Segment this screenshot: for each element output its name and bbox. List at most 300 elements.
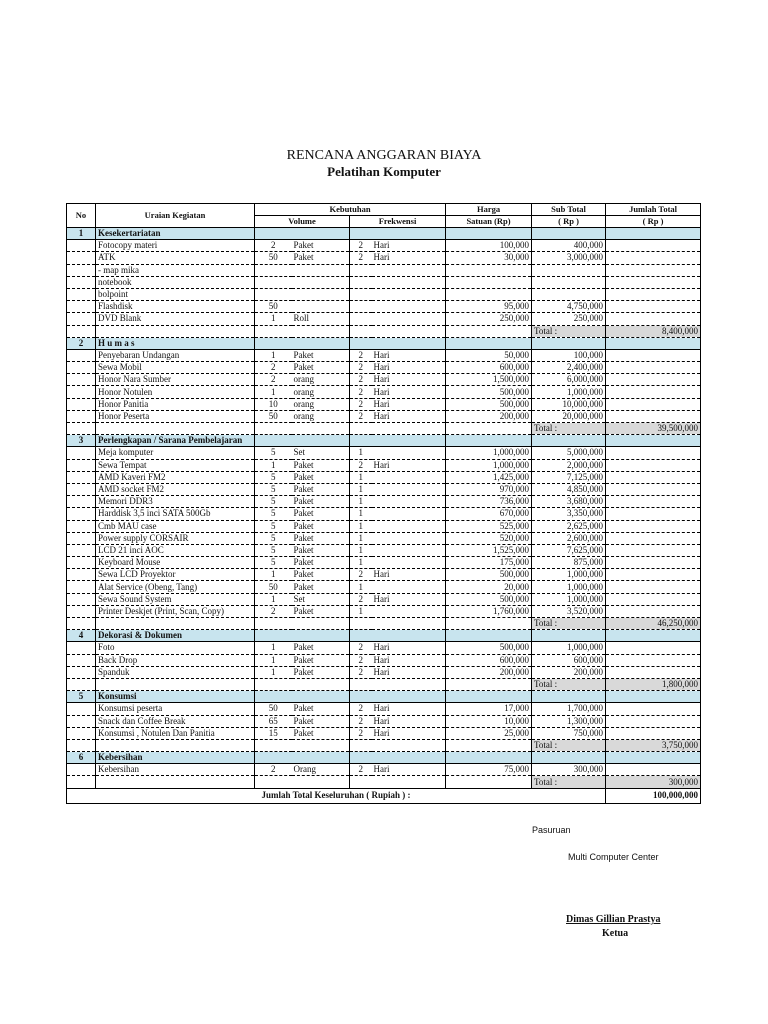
section-total-row — [67, 325, 701, 337]
item-volume — [255, 288, 292, 300]
item-volume: 5 — [255, 508, 292, 520]
item-jumlah — [606, 508, 701, 520]
table-row — [67, 569, 701, 581]
item-subtotal: 7,125,000 — [532, 471, 606, 483]
item-name: Konsumsi peserta — [96, 703, 255, 715]
table-row — [67, 520, 701, 532]
item-jumlah — [606, 569, 701, 581]
section-row — [67, 691, 701, 703]
frekwensi-unit-cell — [372, 337, 446, 349]
table-row — [67, 386, 701, 398]
item-volume: 1 — [255, 642, 292, 654]
item-frekwensi-unit — [372, 581, 446, 593]
item-volume-unit: Paket — [292, 654, 350, 666]
item-harga-satuan: 525,000 — [446, 520, 532, 532]
section-total-label: Total : — [532, 423, 606, 435]
item-name: Kebersihan — [96, 764, 255, 776]
volume-cell — [255, 752, 292, 764]
subtotal-cell — [532, 435, 606, 447]
item-jumlah — [606, 398, 701, 410]
section-row — [67, 337, 701, 349]
row-number — [67, 459, 96, 471]
item-volume: 50 — [255, 410, 292, 422]
jumlah-cell — [606, 337, 701, 349]
item-subtotal: 600,000 — [532, 654, 606, 666]
item-harga-satuan — [446, 618, 532, 630]
item-name: Meja komputer — [96, 447, 255, 459]
item-name: Konsumsi , Notulen Dan Panitia — [96, 727, 255, 739]
item-frekwensi-unit: Hari — [372, 349, 446, 361]
item-name: Printer Deskjet (Print, Scan, Copy) — [96, 605, 255, 617]
item-volume: 1 — [255, 593, 292, 605]
item-frekwensi-unit — [372, 471, 446, 483]
header-uraian: Uraian Kegiatan — [96, 204, 255, 228]
section-total-value: 39,500,000 — [606, 423, 701, 435]
item-jumlah — [606, 313, 701, 325]
item-frekwensi: 1 — [350, 520, 372, 532]
item-volume-unit — [292, 678, 350, 690]
item-jumlah — [606, 581, 701, 593]
table-row — [67, 264, 701, 276]
row-number — [67, 301, 96, 313]
item-jumlah — [606, 288, 701, 300]
item-volume-unit: orang — [292, 374, 350, 386]
item-frekwensi-unit: Hari — [372, 666, 446, 678]
item-frekwensi — [350, 776, 372, 788]
item-frekwensi-unit — [372, 276, 446, 288]
table-row — [67, 642, 701, 654]
grand-total-value: 100,000,000 — [606, 788, 701, 803]
item-volume: 1 — [255, 666, 292, 678]
item-frekwensi: 2 — [350, 252, 372, 264]
table-row — [67, 557, 701, 569]
header-harga-satuan: Satuan (Rp) — [446, 216, 532, 228]
table-row — [67, 483, 701, 495]
item-subtotal: 875,000 — [532, 557, 606, 569]
item-name: DVD Blank — [96, 313, 255, 325]
item-subtotal: 250,000 — [532, 313, 606, 325]
row-number — [67, 447, 96, 459]
item-subtotal: 2,400,000 — [532, 362, 606, 374]
item-name: LCD 21 inci AOC — [96, 544, 255, 556]
item-frekwensi — [350, 313, 372, 325]
volume-unit-cell — [292, 691, 350, 703]
signature-name: Dimas Gillian Prastya — [566, 914, 661, 925]
frekwensi-unit-cell — [372, 752, 446, 764]
item-frekwensi-unit — [372, 678, 446, 690]
item-jumlah — [606, 532, 701, 544]
item-frekwensi-unit — [372, 544, 446, 556]
section-title: Kebersihan — [96, 752, 255, 764]
item-subtotal: 3,350,000 — [532, 508, 606, 520]
item-name — [96, 678, 255, 690]
section-total-row — [67, 776, 701, 788]
item-frekwensi-unit — [372, 618, 446, 630]
item-volume: 5 — [255, 532, 292, 544]
item-frekwensi: 1 — [350, 447, 372, 459]
item-frekwensi-unit: Hari — [372, 764, 446, 776]
item-frekwensi-unit — [372, 496, 446, 508]
table-row — [67, 715, 701, 727]
item-name: Honor Peserta — [96, 410, 255, 422]
item-volume: 10 — [255, 398, 292, 410]
row-number — [67, 496, 96, 508]
item-harga-satuan — [446, 678, 532, 690]
item-subtotal: 400,000 — [532, 240, 606, 252]
section-row — [67, 752, 701, 764]
item-harga-satuan — [446, 423, 532, 435]
section-title: Perlengkapan / Sarana Pembelajaran — [96, 435, 255, 447]
item-harga-satuan: 175,000 — [446, 557, 532, 569]
row-number — [67, 544, 96, 556]
row-number — [67, 727, 96, 739]
item-harga-satuan: 520,000 — [446, 532, 532, 544]
item-frekwensi: 2 — [350, 593, 372, 605]
item-frekwensi-unit: Hari — [372, 374, 446, 386]
item-frekwensi-unit: Hari — [372, 727, 446, 739]
row-number — [67, 240, 96, 252]
volume-unit-cell — [292, 337, 350, 349]
item-volume-unit: Paket — [292, 483, 350, 495]
item-volume: 1 — [255, 569, 292, 581]
item-volume: 65 — [255, 715, 292, 727]
item-volume: 5 — [255, 557, 292, 569]
header-harga: Harga — [446, 204, 532, 216]
item-jumlah — [606, 459, 701, 471]
item-frekwensi-unit: Hari — [372, 569, 446, 581]
item-name: Alat Service (Obeng, Tang) — [96, 581, 255, 593]
jumlah-cell — [606, 691, 701, 703]
item-volume: 1 — [255, 313, 292, 325]
item-jumlah — [606, 496, 701, 508]
row-number — [67, 776, 96, 788]
item-name: Flashdisk — [96, 301, 255, 313]
item-name: AMD Kaveri FM2 — [96, 471, 255, 483]
table-row — [67, 252, 701, 264]
section-total-row — [67, 423, 701, 435]
item-frekwensi-unit — [372, 520, 446, 532]
volume-cell — [255, 435, 292, 447]
item-volume: 2 — [255, 240, 292, 252]
frekwensi-cell — [350, 752, 372, 764]
item-jumlah — [606, 605, 701, 617]
row-number — [67, 593, 96, 605]
row-number — [67, 410, 96, 422]
item-frekwensi-unit — [372, 447, 446, 459]
item-harga-satuan: 20,000 — [446, 581, 532, 593]
item-volume-unit: Paket — [292, 581, 350, 593]
subtotal-cell — [532, 337, 606, 349]
item-volume-unit: Paket — [292, 252, 350, 264]
row-number — [67, 739, 96, 751]
item-frekwensi: 2 — [350, 349, 372, 361]
row-number — [67, 703, 96, 715]
item-frekwensi-unit — [372, 288, 446, 300]
item-jumlah — [606, 301, 701, 313]
header-no: No — [67, 204, 96, 228]
item-volume-unit: orang — [292, 410, 350, 422]
item-frekwensi — [350, 678, 372, 690]
item-subtotal: 1,000,000 — [532, 569, 606, 581]
item-frekwensi: 2 — [350, 727, 372, 739]
section-title: Kesekertariatan — [96, 228, 255, 240]
section-total-label: Total : — [532, 739, 606, 751]
item-frekwensi: 2 — [350, 703, 372, 715]
row-number — [67, 654, 96, 666]
row-number — [67, 508, 96, 520]
document-title: RENCANA ANGGARAN BIAYA — [286, 148, 482, 163]
item-frekwensi: 2 — [350, 374, 372, 386]
row-number — [67, 362, 96, 374]
signature-place: Pasuruan — [532, 825, 571, 835]
item-volume-unit: Paket — [292, 532, 350, 544]
harga-cell — [446, 691, 532, 703]
item-harga-satuan: 95,000 — [446, 301, 532, 313]
section-number: 4 — [67, 630, 96, 642]
section-total-row — [67, 678, 701, 690]
item-volume-unit — [292, 301, 350, 313]
table-row — [67, 471, 701, 483]
item-frekwensi: 1 — [350, 471, 372, 483]
header-jumlah-unit: ( Rp ) — [606, 216, 701, 228]
item-frekwensi-unit: Hari — [372, 252, 446, 264]
section-total-label: Total : — [532, 678, 606, 690]
item-subtotal: 2,000,000 — [532, 459, 606, 471]
item-jumlah — [606, 642, 701, 654]
section-total-label: Total : — [532, 776, 606, 788]
section-title: H u m a s — [96, 337, 255, 349]
table-row — [67, 764, 701, 776]
item-volume-unit: Paket — [292, 605, 350, 617]
item-jumlah — [606, 264, 701, 276]
item-volume: 1 — [255, 654, 292, 666]
item-jumlah — [606, 654, 701, 666]
section-total-value: 1,800,000 — [606, 678, 701, 690]
item-name: Snack dan Coffee Break — [96, 715, 255, 727]
item-volume: 5 — [255, 544, 292, 556]
item-name: Honor Notulen — [96, 386, 255, 398]
table-row — [67, 532, 701, 544]
item-volume-unit: Set — [292, 593, 350, 605]
item-volume-unit: Paket — [292, 520, 350, 532]
volume-cell — [255, 630, 292, 642]
item-harga-satuan: 1,000,000 — [446, 459, 532, 471]
item-frekwensi: 2 — [350, 715, 372, 727]
item-jumlah — [606, 520, 701, 532]
item-volume: 1 — [255, 349, 292, 361]
item-name: Memori DDR3 — [96, 496, 255, 508]
item-frekwensi: 2 — [350, 654, 372, 666]
row-number — [67, 276, 96, 288]
section-total-label: Total : — [532, 325, 606, 337]
item-frekwensi: 2 — [350, 459, 372, 471]
item-volume: 2 — [255, 374, 292, 386]
item-volume — [255, 618, 292, 630]
section-total-value: 300,000 — [606, 776, 701, 788]
item-volume-unit: Paket — [292, 642, 350, 654]
item-volume: 2 — [255, 764, 292, 776]
section-row — [67, 228, 701, 240]
item-jumlah — [606, 593, 701, 605]
item-jumlah — [606, 374, 701, 386]
header-kebutuhan: Kebutuhan — [255, 204, 446, 216]
item-subtotal: 7,625,000 — [532, 544, 606, 556]
item-volume-unit: Paket — [292, 508, 350, 520]
item-subtotal: 10,000,000 — [532, 398, 606, 410]
item-name: Keyboard Mouse — [96, 557, 255, 569]
volume-unit-cell — [292, 435, 350, 447]
row-number — [67, 618, 96, 630]
item-frekwensi: 1 — [350, 508, 372, 520]
row-number — [67, 483, 96, 495]
harga-cell — [446, 228, 532, 240]
item-volume-unit: Paket — [292, 666, 350, 678]
item-subtotal: 750,000 — [532, 727, 606, 739]
item-jumlah — [606, 764, 701, 776]
item-volume: 50 — [255, 252, 292, 264]
item-volume-unit: Paket — [292, 471, 350, 483]
item-volume: 50 — [255, 703, 292, 715]
item-frekwensi: 2 — [350, 642, 372, 654]
header-volume: Volume — [255, 216, 350, 228]
row-number — [67, 557, 96, 569]
item-frekwensi-unit: Hari — [372, 398, 446, 410]
item-frekwensi: 2 — [350, 386, 372, 398]
table-row — [67, 593, 701, 605]
item-frekwensi: 1 — [350, 605, 372, 617]
item-frekwensi: 1 — [350, 557, 372, 569]
item-jumlah — [606, 252, 701, 264]
item-frekwensi: 2 — [350, 398, 372, 410]
item-harga-satuan: 1,500,000 — [446, 374, 532, 386]
table-row — [67, 666, 701, 678]
item-frekwensi-unit: Hari — [372, 459, 446, 471]
item-frekwensi: 1 — [350, 483, 372, 495]
item-name — [96, 423, 255, 435]
item-volume: 15 — [255, 727, 292, 739]
item-volume — [255, 678, 292, 690]
item-subtotal: 1,000,000 — [532, 593, 606, 605]
item-jumlah — [606, 240, 701, 252]
item-frekwensi: 2 — [350, 240, 372, 252]
row-number — [67, 313, 96, 325]
header-subtotal: Sub Total — [532, 204, 606, 216]
volume-cell — [255, 691, 292, 703]
item-frekwensi-unit — [372, 605, 446, 617]
header-frekwensi: Frekwensi — [350, 216, 446, 228]
item-subtotal: 3,680,000 — [532, 496, 606, 508]
item-jumlah — [606, 276, 701, 288]
header-subtotal-unit: ( Rp ) — [532, 216, 606, 228]
item-name: Penyebaran Undangan — [96, 349, 255, 361]
harga-cell — [446, 752, 532, 764]
item-subtotal: 200,000 — [532, 666, 606, 678]
item-frekwensi: 1 — [350, 544, 372, 556]
item-subtotal: 2,625,000 — [532, 520, 606, 532]
table-row — [67, 581, 701, 593]
section-title: Konsumsi — [96, 691, 255, 703]
item-jumlah — [606, 715, 701, 727]
row-number — [67, 605, 96, 617]
item-harga-satuan: 1,425,000 — [446, 471, 532, 483]
item-name: Sewa LCD Proyektor — [96, 569, 255, 581]
section-total-value: 3,750,000 — [606, 739, 701, 751]
row-number — [67, 532, 96, 544]
item-frekwensi-unit: Hari — [372, 410, 446, 422]
subtotal-cell — [532, 630, 606, 642]
item-volume-unit: Paket — [292, 703, 350, 715]
item-volume — [255, 739, 292, 751]
table-row — [67, 276, 701, 288]
item-harga-satuan: 200,000 — [446, 666, 532, 678]
item-volume: 1 — [255, 386, 292, 398]
header-jumlah-total: Jumlah Total — [606, 204, 701, 216]
grand-total-row — [67, 788, 701, 803]
section-row — [67, 630, 701, 642]
item-harga-satuan — [446, 288, 532, 300]
table-row — [67, 240, 701, 252]
item-volume: 5 — [255, 483, 292, 495]
volume-unit-cell — [292, 630, 350, 642]
item-frekwensi — [350, 618, 372, 630]
jumlah-cell — [606, 752, 701, 764]
grand-total-label: Jumlah Total Keseluruhan ( Rupiah ) : — [67, 788, 606, 803]
item-harga-satuan: 75,000 — [446, 764, 532, 776]
item-frekwensi-unit — [372, 776, 446, 788]
item-volume-unit — [292, 264, 350, 276]
item-frekwensi-unit: Hari — [372, 362, 446, 374]
subtotal-cell — [532, 228, 606, 240]
row-number — [67, 325, 96, 337]
item-volume-unit: Paket — [292, 496, 350, 508]
item-jumlah — [606, 386, 701, 398]
row-number — [67, 715, 96, 727]
item-name — [96, 739, 255, 751]
item-volume-unit: Paket — [292, 715, 350, 727]
item-harga-satuan — [446, 276, 532, 288]
table-row — [67, 349, 701, 361]
item-name: - map mika — [96, 264, 255, 276]
item-frekwensi-unit — [372, 508, 446, 520]
item-frekwensi: 2 — [350, 362, 372, 374]
item-volume: 5 — [255, 471, 292, 483]
section-total-label: Total : — [532, 618, 606, 630]
jumlah-cell — [606, 630, 701, 642]
item-subtotal: 300,000 — [532, 764, 606, 776]
item-name: AMD socket FM2 — [96, 483, 255, 495]
table-row — [67, 410, 701, 422]
item-frekwensi — [350, 264, 372, 276]
row-number — [67, 349, 96, 361]
item-volume-unit: Paket — [292, 569, 350, 581]
table-row — [67, 447, 701, 459]
item-volume: 50 — [255, 301, 292, 313]
item-volume-unit: Paket — [292, 459, 350, 471]
item-jumlah — [606, 349, 701, 361]
item-volume-unit: Paket — [292, 362, 350, 374]
section-total-value: 46,250,000 — [606, 618, 701, 630]
volume-cell — [255, 337, 292, 349]
item-frekwensi-unit: Hari — [372, 240, 446, 252]
table-row — [67, 703, 701, 715]
item-volume — [255, 776, 292, 788]
item-subtotal: 1,000,000 — [532, 642, 606, 654]
item-subtotal: 3,520,000 — [532, 605, 606, 617]
item-subtotal — [532, 276, 606, 288]
frekwensi-cell — [350, 435, 372, 447]
item-harga-satuan: 500,000 — [446, 569, 532, 581]
table-row — [67, 605, 701, 617]
